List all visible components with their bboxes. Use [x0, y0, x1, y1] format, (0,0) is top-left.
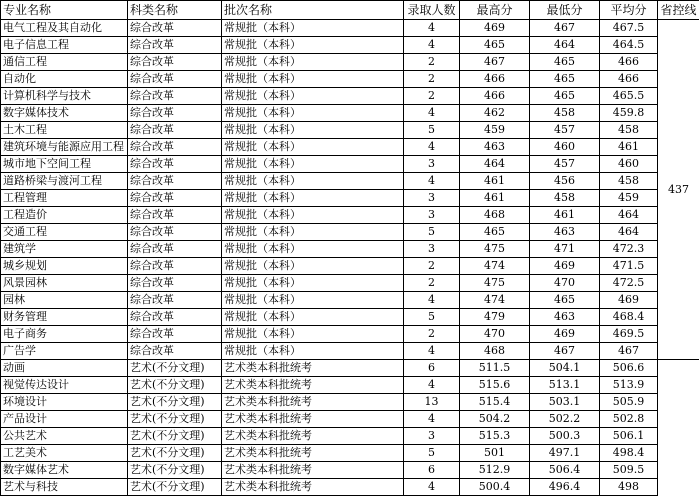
cell-max-score: 475 — [460, 275, 530, 292]
cell-admitted: 4 — [404, 479, 460, 496]
cell-batch: 常规批（本科） — [222, 139, 404, 156]
cell-major: 土木工程 — [1, 122, 128, 139]
cell-major: 财务管理 — [1, 309, 128, 326]
cell-admitted: 4 — [404, 139, 460, 156]
cell-min-score: 460 — [530, 139, 600, 156]
cell-admitted: 4 — [404, 411, 460, 428]
table-row — [1, 275, 699, 292]
table-row — [1, 71, 699, 88]
cell-admitted: 4 — [404, 292, 460, 309]
cell-min-score: 496.4 — [530, 479, 600, 496]
cell-avg-score: 506.1 — [600, 428, 658, 445]
cell-max-score: 468 — [460, 343, 530, 360]
cell-min-score: 457 — [530, 122, 600, 139]
cell-category: 艺术(不分文理) — [128, 428, 222, 445]
cell-avg-score: 505.9 — [600, 394, 658, 411]
cell-avg-score: 502.8 — [600, 411, 658, 428]
cell-category: 综合改革 — [128, 343, 222, 360]
cell-min-score: 469 — [530, 326, 600, 343]
cell-control-line: 437 — [658, 20, 699, 360]
header-major: 专业名称 — [1, 1, 128, 20]
cell-admitted: 3 — [404, 190, 460, 207]
cell-category: 艺术(不分文理) — [128, 411, 222, 428]
cell-min-score: 471 — [530, 241, 600, 258]
cell-admitted: 4 — [404, 343, 460, 360]
cell-category: 综合改革 — [128, 292, 222, 309]
cell-max-score: 504.2 — [460, 411, 530, 428]
cell-batch: 常规批（本科） — [222, 326, 404, 343]
cell-min-score: 457 — [530, 156, 600, 173]
cell-avg-score: 459 — [600, 190, 658, 207]
header-row — [1, 1, 699, 20]
cell-batch: 常规批（本科） — [222, 275, 404, 292]
cell-batch: 常规批（本科） — [222, 71, 404, 88]
table-row — [1, 20, 699, 37]
cell-batch: 常规批（本科） — [222, 241, 404, 258]
cell-avg-score: 466 — [600, 54, 658, 71]
cell-batch: 常规批（本科） — [222, 105, 404, 122]
cell-min-score: 502.2 — [530, 411, 600, 428]
cell-min-score: 513.1 — [530, 377, 600, 394]
cell-max-score: 459 — [460, 122, 530, 139]
cell-category: 综合改革 — [128, 156, 222, 173]
cell-max-score: 462 — [460, 105, 530, 122]
cell-min-score: 506.4 — [530, 462, 600, 479]
cell-admitted: 6 — [404, 360, 460, 377]
cell-batch: 常规批（本科） — [222, 54, 404, 71]
header-min-score: 最低分 — [530, 1, 600, 20]
cell-category: 综合改革 — [128, 326, 222, 343]
cell-min-score: 465 — [530, 71, 600, 88]
cell-max-score: 467 — [460, 54, 530, 71]
cell-category: 综合改革 — [128, 173, 222, 190]
cell-admitted: 4 — [404, 105, 460, 122]
cell-min-score: 465 — [530, 292, 600, 309]
cell-avg-score: 469 — [600, 292, 658, 309]
cell-control-line-empty — [658, 360, 699, 377]
table-row — [1, 88, 699, 105]
cell-min-score: 497.1 — [530, 445, 600, 462]
cell-batch: 常规批（本科） — [222, 122, 404, 139]
cell-batch: 艺术类本科批统考 — [222, 360, 404, 377]
cell-major: 城市地下空间工程 — [1, 156, 128, 173]
cell-control-line-empty — [658, 462, 699, 479]
cell-batch: 常规批（本科） — [222, 207, 404, 224]
cell-category: 综合改革 — [128, 71, 222, 88]
cell-min-score: 463 — [530, 224, 600, 241]
cell-admitted: 4 — [404, 37, 460, 54]
cell-batch: 常规批（本科） — [222, 292, 404, 309]
cell-min-score: 504.1 — [530, 360, 600, 377]
cell-category: 综合改革 — [128, 122, 222, 139]
table-row — [1, 394, 699, 411]
cell-major: 工程造价 — [1, 207, 128, 224]
table-row — [1, 156, 699, 173]
cell-category: 艺术(不分文理) — [128, 479, 222, 496]
cell-min-score: 465 — [530, 54, 600, 71]
table-row — [1, 292, 699, 309]
table-row — [1, 343, 699, 360]
table-row — [1, 37, 699, 54]
cell-category: 综合改革 — [128, 241, 222, 258]
cell-major: 城乡规划 — [1, 258, 128, 275]
cell-avg-score: 464 — [600, 207, 658, 224]
cell-category: 艺术(不分文理) — [128, 360, 222, 377]
cell-admitted: 2 — [404, 326, 460, 343]
cell-avg-score: 506.6 — [600, 360, 658, 377]
cell-max-score: 465 — [460, 224, 530, 241]
cell-avg-score: 460 — [600, 156, 658, 173]
cell-batch: 艺术类本科批统考 — [222, 394, 404, 411]
table-row — [1, 326, 699, 343]
header-admitted: 录取人数 — [404, 1, 460, 20]
cell-major: 建筑学 — [1, 241, 128, 258]
table-row — [1, 462, 699, 479]
cell-major: 广告学 — [1, 343, 128, 360]
cell-batch: 常规批（本科） — [222, 156, 404, 173]
cell-batch: 艺术类本科批统考 — [222, 411, 404, 428]
cell-category: 综合改革 — [128, 37, 222, 54]
cell-avg-score: 498.4 — [600, 445, 658, 462]
cell-max-score: 463 — [460, 139, 530, 156]
cell-major: 工程管理 — [1, 190, 128, 207]
cell-max-score: 466 — [460, 88, 530, 105]
table-row — [1, 258, 699, 275]
cell-avg-score: 498 — [600, 479, 658, 496]
cell-admitted: 5 — [404, 309, 460, 326]
cell-avg-score: 472.3 — [600, 241, 658, 258]
cell-batch: 艺术类本科批统考 — [222, 377, 404, 394]
cell-control-line-empty — [658, 445, 699, 462]
cell-admitted: 6 — [404, 462, 460, 479]
cell-max-score: 475 — [460, 241, 530, 258]
cell-avg-score: 471.5 — [600, 258, 658, 275]
cell-max-score: 468 — [460, 207, 530, 224]
cell-major: 风景园林 — [1, 275, 128, 292]
cell-min-score: 467 — [530, 343, 600, 360]
cell-avg-score: 467 — [600, 343, 658, 360]
cell-avg-score: 458 — [600, 173, 658, 190]
header-max-score: 最高分 — [460, 1, 530, 20]
header-avg-score: 平均分 — [600, 1, 658, 20]
cell-batch: 常规批（本科） — [222, 20, 404, 37]
cell-admitted: 2 — [404, 275, 460, 292]
cell-admitted: 13 — [404, 394, 460, 411]
cell-category: 综合改革 — [128, 105, 222, 122]
cell-batch: 艺术类本科批统考 — [222, 428, 404, 445]
cell-major: 数字媒体艺术 — [1, 462, 128, 479]
cell-max-score: 512.9 — [460, 462, 530, 479]
cell-min-score: 458 — [530, 105, 600, 122]
cell-avg-score: 472.5 — [600, 275, 658, 292]
cell-min-score: 500.3 — [530, 428, 600, 445]
cell-control-line-empty — [658, 394, 699, 411]
cell-batch: 常规批（本科） — [222, 173, 404, 190]
cell-max-score: 515.3 — [460, 428, 530, 445]
table-row — [1, 190, 699, 207]
cell-category: 艺术(不分文理) — [128, 445, 222, 462]
cell-category: 综合改革 — [128, 224, 222, 241]
header-control-line: 省控线 — [658, 1, 699, 20]
cell-major: 通信工程 — [1, 54, 128, 71]
cell-min-score: 465 — [530, 88, 600, 105]
table-row — [1, 479, 699, 496]
cell-min-score: 461 — [530, 207, 600, 224]
cell-avg-score: 464.5 — [600, 37, 658, 54]
cell-category: 综合改革 — [128, 54, 222, 71]
cell-major: 建筑环境与能源应用工程 — [1, 139, 128, 156]
table-row — [1, 54, 699, 71]
cell-avg-score: 466 — [600, 71, 658, 88]
cell-min-score: 467 — [530, 20, 600, 37]
table-row — [1, 122, 699, 139]
cell-batch: 常规批（本科） — [222, 37, 404, 54]
table-row — [1, 105, 699, 122]
cell-batch: 常规批（本科） — [222, 224, 404, 241]
cell-admitted: 2 — [404, 258, 460, 275]
table-row — [1, 445, 699, 462]
cell-admitted: 5 — [404, 122, 460, 139]
cell-max-score: 515.4 — [460, 394, 530, 411]
cell-avg-score: 513.9 — [600, 377, 658, 394]
cell-major: 园林 — [1, 292, 128, 309]
cell-admitted: 2 — [404, 88, 460, 105]
cell-major: 电气工程及其自动化 — [1, 20, 128, 37]
table-row — [1, 411, 699, 428]
cell-batch: 常规批（本科） — [222, 343, 404, 360]
cell-batch: 艺术类本科批统考 — [222, 479, 404, 496]
cell-admitted: 3 — [404, 156, 460, 173]
cell-avg-score: 461 — [600, 139, 658, 156]
cell-avg-score: 459.8 — [600, 105, 658, 122]
cell-admitted: 2 — [404, 71, 460, 88]
cell-major: 视觉传达设计 — [1, 377, 128, 394]
cell-major: 艺术与科技 — [1, 479, 128, 496]
cell-avg-score: 458 — [600, 122, 658, 139]
cell-control-line-empty — [658, 411, 699, 428]
cell-batch: 常规批（本科） — [222, 258, 404, 275]
cell-category: 综合改革 — [128, 207, 222, 224]
cell-control-line-empty — [658, 428, 699, 445]
cell-category: 艺术(不分文理) — [128, 462, 222, 479]
cell-min-score: 463 — [530, 309, 600, 326]
cell-major: 工艺美术 — [1, 445, 128, 462]
cell-max-score: 461 — [460, 190, 530, 207]
header-batch: 批次名称 — [222, 1, 404, 20]
cell-admitted: 2 — [404, 54, 460, 71]
table-row — [1, 224, 699, 241]
cell-max-score: 461 — [460, 173, 530, 190]
table-row — [1, 428, 699, 445]
cell-max-score: 515.6 — [460, 377, 530, 394]
cell-max-score: 479 — [460, 309, 530, 326]
cell-control-line-empty — [658, 479, 699, 496]
cell-batch: 常规批（本科） — [222, 309, 404, 326]
cell-major: 电子商务 — [1, 326, 128, 343]
header-category: 科类名称 — [128, 1, 222, 20]
cell-min-score: 458 — [530, 190, 600, 207]
cell-max-score: 501 — [460, 445, 530, 462]
cell-avg-score: 469.5 — [600, 326, 658, 343]
table-row — [1, 207, 699, 224]
cell-major: 计算机科学与技术 — [1, 88, 128, 105]
cell-batch: 常规批（本科） — [222, 190, 404, 207]
cell-category: 综合改革 — [128, 139, 222, 156]
cell-max-score: 465 — [460, 37, 530, 54]
cell-max-score: 511.5 — [460, 360, 530, 377]
cell-admitted: 5 — [404, 224, 460, 241]
cell-category: 综合改革 — [128, 275, 222, 292]
cell-admitted: 3 — [404, 241, 460, 258]
cell-major: 产品设计 — [1, 411, 128, 428]
cell-min-score: 456 — [530, 173, 600, 190]
cell-category: 综合改革 — [128, 88, 222, 105]
cell-max-score: 500.4 — [460, 479, 530, 496]
cell-control-line-empty — [658, 377, 699, 394]
cell-major: 电子信息工程 — [1, 37, 128, 54]
cell-avg-score: 464 — [600, 224, 658, 241]
cell-major: 环境设计 — [1, 394, 128, 411]
cell-batch: 常规批（本科） — [222, 88, 404, 105]
table-row — [1, 241, 699, 258]
cell-avg-score: 465.5 — [600, 88, 658, 105]
cell-admitted: 4 — [404, 173, 460, 190]
table-row — [1, 309, 699, 326]
cell-avg-score: 467.5 — [600, 20, 658, 37]
cell-admitted: 3 — [404, 207, 460, 224]
cell-category: 综合改革 — [128, 20, 222, 37]
cell-major: 动画 — [1, 360, 128, 377]
cell-min-score: 464 — [530, 37, 600, 54]
cell-batch: 艺术类本科批统考 — [222, 462, 404, 479]
table-row — [1, 360, 699, 377]
cell-max-score: 466 — [460, 71, 530, 88]
cell-major: 道路桥梁与渡河工程 — [1, 173, 128, 190]
cell-major: 自动化 — [1, 71, 128, 88]
cell-admitted: 5 — [404, 445, 460, 462]
cell-admitted: 4 — [404, 377, 460, 394]
cell-major: 交通工程 — [1, 224, 128, 241]
cell-category: 综合改革 — [128, 190, 222, 207]
cell-avg-score: 468.4 — [600, 309, 658, 326]
cell-max-score: 474 — [460, 258, 530, 275]
cell-category: 艺术(不分文理) — [128, 377, 222, 394]
cell-admitted: 3 — [404, 428, 460, 445]
cell-admitted: 4 — [404, 20, 460, 37]
table-row — [1, 173, 699, 190]
cell-max-score: 469 — [460, 20, 530, 37]
cell-avg-score: 509.5 — [600, 462, 658, 479]
cell-major: 数字媒体技术 — [1, 105, 128, 122]
cell-min-score: 470 — [530, 275, 600, 292]
cell-major: 公共艺术 — [1, 428, 128, 445]
table-row — [1, 377, 699, 394]
table-row — [1, 139, 699, 156]
cell-min-score: 503.1 — [530, 394, 600, 411]
cell-batch: 艺术类本科批统考 — [222, 445, 404, 462]
cell-max-score: 464 — [460, 156, 530, 173]
cell-max-score: 474 — [460, 292, 530, 309]
cell-category: 综合改革 — [128, 309, 222, 326]
cell-category: 综合改革 — [128, 258, 222, 275]
cell-max-score: 470 — [460, 326, 530, 343]
cell-category: 艺术(不分文理) — [128, 394, 222, 411]
cell-min-score: 469 — [530, 258, 600, 275]
